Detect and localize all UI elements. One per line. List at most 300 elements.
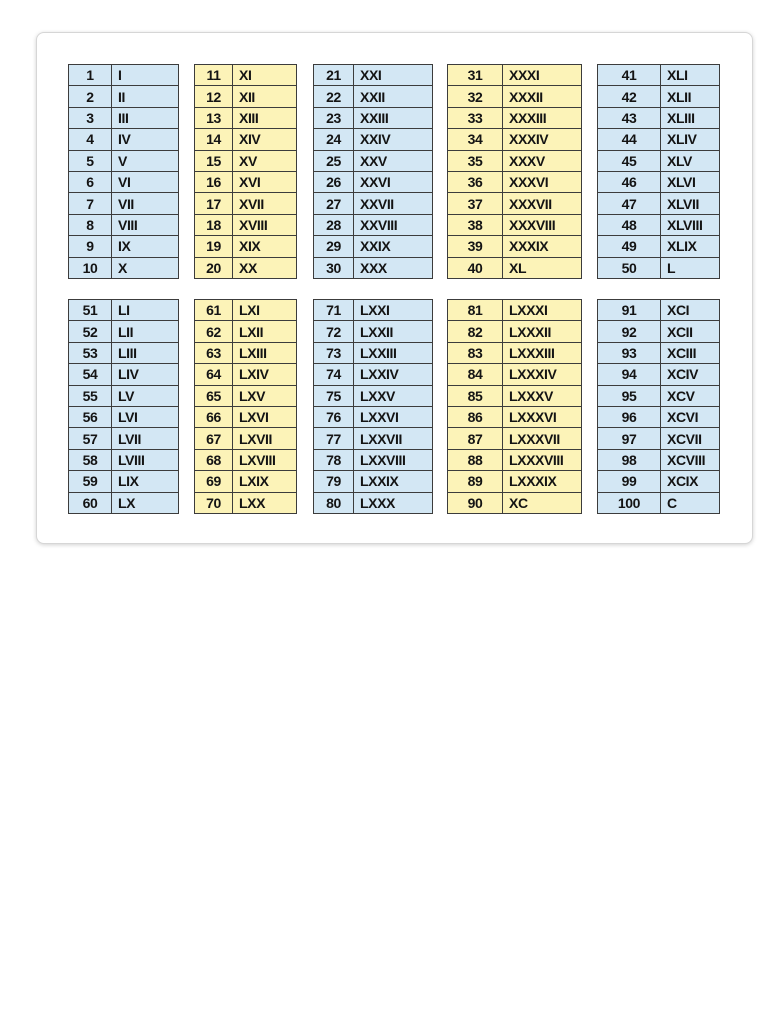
- arabic-number-cell: 88: [448, 449, 503, 470]
- roman-numeral-cell: XX: [233, 257, 297, 278]
- arabic-number-cell: 6: [69, 171, 112, 192]
- roman-numeral-cell: II: [112, 86, 179, 107]
- roman-numeral-cell: VIII: [112, 214, 179, 235]
- roman-numeral-cell: XXVII: [354, 193, 433, 214]
- roman-numeral-cell: XLVI: [661, 171, 720, 192]
- arabic-number-cell: 23: [314, 107, 354, 128]
- arabic-number-cell: 42: [598, 86, 661, 107]
- table-row: [314, 342, 433, 363]
- table-row: [314, 129, 433, 150]
- table-row: [69, 471, 179, 492]
- arabic-number-cell: 38: [448, 214, 503, 235]
- roman-numeral-cell: XXXII: [503, 86, 582, 107]
- table-row: [69, 150, 179, 171]
- table-row: [195, 193, 297, 214]
- arabic-number-cell: 5: [69, 150, 112, 171]
- roman-numeral-cell: IX: [112, 236, 179, 257]
- roman-numeral-cell: IV: [112, 129, 179, 150]
- table-row: [69, 257, 179, 278]
- arabic-number-cell: 52: [69, 321, 112, 342]
- arabic-number-cell: 85: [448, 385, 503, 406]
- arabic-number-cell: 75: [314, 385, 354, 406]
- numeral-table-71-80: [313, 299, 433, 514]
- table-row: [598, 406, 720, 427]
- table-row: [314, 150, 433, 171]
- table-row: [314, 428, 433, 449]
- roman-numeral-cell: LVI: [112, 406, 179, 427]
- table-row: [69, 321, 179, 342]
- table-row: [195, 492, 297, 513]
- roman-numeral-cell: XVI: [233, 171, 297, 192]
- arabic-number-cell: 59: [69, 471, 112, 492]
- table-row: [598, 236, 720, 257]
- table-row: [598, 193, 720, 214]
- table-row: [598, 449, 720, 470]
- arabic-number-cell: 47: [598, 193, 661, 214]
- table-row: [195, 150, 297, 171]
- table-row: [314, 406, 433, 427]
- table-row: [448, 171, 582, 192]
- table-row: [69, 406, 179, 427]
- table-row: [195, 214, 297, 235]
- table-row: [598, 428, 720, 449]
- roman-numeral-cell: LXXVII: [354, 428, 433, 449]
- roman-numeral-cell: LXXXV: [503, 385, 582, 406]
- roman-numeral-cell: LXXIV: [354, 364, 433, 385]
- table-row: [69, 300, 179, 321]
- roman-numeral-cell: XVIII: [233, 214, 297, 235]
- table-row: [195, 129, 297, 150]
- table-row: [69, 449, 179, 470]
- arabic-number-cell: 24: [314, 129, 354, 150]
- roman-numeral-cell: LXXVIII: [354, 449, 433, 470]
- roman-numeral-cell: LIII: [112, 342, 179, 363]
- roman-numeral-cell: XXII: [354, 86, 433, 107]
- roman-numeral-cell: LVIII: [112, 449, 179, 470]
- table-row: [448, 385, 582, 406]
- numeral-table-91-100: [597, 299, 720, 514]
- arabic-number-cell: 97: [598, 428, 661, 449]
- table-row: [448, 406, 582, 427]
- arabic-number-cell: 90: [448, 492, 503, 513]
- arabic-number-cell: 15: [195, 150, 233, 171]
- arabic-number-cell: 40: [448, 257, 503, 278]
- arabic-number-cell: 22: [314, 86, 354, 107]
- roman-numeral-cell: XLII: [661, 86, 720, 107]
- table-row: [448, 342, 582, 363]
- table-row: [69, 86, 179, 107]
- table-row: [598, 171, 720, 192]
- arabic-number-cell: 55: [69, 385, 112, 406]
- arabic-number-cell: 81: [448, 300, 503, 321]
- roman-numeral-cell: XXXVII: [503, 193, 582, 214]
- roman-numeral-cell: XXXIV: [503, 129, 582, 150]
- roman-numeral-cell: XXXVI: [503, 171, 582, 192]
- roman-numeral-cell: XL: [503, 257, 582, 278]
- arabic-number-cell: 12: [195, 86, 233, 107]
- arabic-number-cell: 73: [314, 342, 354, 363]
- numeral-table-41-50: [597, 64, 720, 279]
- table-row: [598, 65, 720, 86]
- arabic-number-cell: 33: [448, 107, 503, 128]
- table-row: [195, 86, 297, 107]
- arabic-number-cell: 66: [195, 406, 233, 427]
- table-row: [598, 342, 720, 363]
- table-row: [448, 214, 582, 235]
- roman-numeral-cell: C: [661, 492, 720, 513]
- table-row: [195, 428, 297, 449]
- roman-numeral-cell: LXX: [233, 492, 297, 513]
- arabic-number-cell: 20: [195, 257, 233, 278]
- table-row: [314, 214, 433, 235]
- roman-numeral-cell: LXXIX: [354, 471, 433, 492]
- arabic-number-cell: 64: [195, 364, 233, 385]
- roman-numeral-cell: XLV: [661, 150, 720, 171]
- roman-numeral-cell: LXXII: [354, 321, 433, 342]
- arabic-number-cell: 25: [314, 150, 354, 171]
- roman-numeral-cell: XXI: [354, 65, 433, 86]
- table-row: [195, 107, 297, 128]
- roman-numeral-cell: III: [112, 107, 179, 128]
- arabic-number-cell: 53: [69, 342, 112, 363]
- arabic-number-cell: 63: [195, 342, 233, 363]
- numeral-table-1-10: [68, 64, 179, 279]
- arabic-number-cell: 17: [195, 193, 233, 214]
- roman-numeral-cell: LXXXVI: [503, 406, 582, 427]
- roman-numeral-cell: LI: [112, 300, 179, 321]
- roman-numeral-cell: XXVIII: [354, 214, 433, 235]
- table-row: [69, 342, 179, 363]
- table-row: [448, 471, 582, 492]
- arabic-number-cell: 78: [314, 449, 354, 470]
- roman-numeral-cell: XV: [233, 150, 297, 171]
- table-row: [448, 107, 582, 128]
- arabic-number-cell: 30: [314, 257, 354, 278]
- roman-numeral-cell: XXVI: [354, 171, 433, 192]
- arabic-number-cell: 39: [448, 236, 503, 257]
- table-row: [314, 65, 433, 86]
- arabic-number-cell: 28: [314, 214, 354, 235]
- arabic-number-cell: 9: [69, 236, 112, 257]
- arabic-number-cell: 76: [314, 406, 354, 427]
- roman-numeral-cell: L: [661, 257, 720, 278]
- numeral-table-31-40: [447, 64, 582, 279]
- arabic-number-cell: 58: [69, 449, 112, 470]
- arabic-number-cell: 51: [69, 300, 112, 321]
- roman-numeral-cell: LXXXIV: [503, 364, 582, 385]
- arabic-number-cell: 83: [448, 342, 503, 363]
- roman-numeral-cell: LIX: [112, 471, 179, 492]
- table-row: [195, 257, 297, 278]
- numeral-chart-card: [36, 32, 753, 544]
- arabic-number-cell: 45: [598, 150, 661, 171]
- arabic-number-cell: 93: [598, 342, 661, 363]
- arabic-number-cell: 1: [69, 65, 112, 86]
- roman-numeral-cell: XXX: [354, 257, 433, 278]
- arabic-number-cell: 41: [598, 65, 661, 86]
- roman-numeral-cell: XXIV: [354, 129, 433, 150]
- arabic-number-cell: 67: [195, 428, 233, 449]
- arabic-number-cell: 10: [69, 257, 112, 278]
- arabic-number-cell: 89: [448, 471, 503, 492]
- roman-numeral-cell: XLI: [661, 65, 720, 86]
- table-row: [598, 257, 720, 278]
- roman-numeral-cell: X: [112, 257, 179, 278]
- arabic-number-cell: 80: [314, 492, 354, 513]
- table-row: [448, 86, 582, 107]
- table-row: [598, 300, 720, 321]
- numeral-table-61-70: [194, 299, 297, 514]
- roman-numeral-cell: LXXXI: [503, 300, 582, 321]
- roman-numeral-cell: XLIX: [661, 236, 720, 257]
- roman-numeral-cell: LXXXII: [503, 321, 582, 342]
- roman-numeral-cell: LXII: [233, 321, 297, 342]
- roman-numeral-cell: XCVII: [661, 428, 720, 449]
- table-row: [69, 171, 179, 192]
- table-row: [598, 107, 720, 128]
- table-row: [69, 65, 179, 86]
- roman-numeral-cell: XLVIII: [661, 214, 720, 235]
- table-row: [69, 214, 179, 235]
- arabic-number-cell: 36: [448, 171, 503, 192]
- arabic-number-cell: 84: [448, 364, 503, 385]
- arabic-number-cell: 37: [448, 193, 503, 214]
- roman-numeral-cell: LXV: [233, 385, 297, 406]
- arabic-number-cell: 14: [195, 129, 233, 150]
- roman-numeral-cell: XCII: [661, 321, 720, 342]
- arabic-number-cell: 95: [598, 385, 661, 406]
- arabic-number-cell: 16: [195, 171, 233, 192]
- roman-numeral-cell: XCVI: [661, 406, 720, 427]
- table-row: [598, 471, 720, 492]
- arabic-number-cell: 92: [598, 321, 661, 342]
- arabic-number-cell: 99: [598, 471, 661, 492]
- roman-numeral-cell: LII: [112, 321, 179, 342]
- arabic-number-cell: 31: [448, 65, 503, 86]
- table-row: [195, 449, 297, 470]
- arabic-number-cell: 69: [195, 471, 233, 492]
- arabic-number-cell: 35: [448, 150, 503, 171]
- table-row: [195, 406, 297, 427]
- roman-numeral-cell: XCIV: [661, 364, 720, 385]
- roman-numeral-cell: XVII: [233, 193, 297, 214]
- roman-numeral-cell: XXXV: [503, 150, 582, 171]
- numeral-table-81-90: [447, 299, 582, 514]
- table-row: [598, 385, 720, 406]
- numeral-table-21-30: [313, 64, 433, 279]
- table-row: [598, 86, 720, 107]
- roman-numeral-cell: XI: [233, 65, 297, 86]
- roman-numeral-cell: XXXIX: [503, 236, 582, 257]
- roman-numeral-cell: LXVI: [233, 406, 297, 427]
- roman-numeral-cell: XLVII: [661, 193, 720, 214]
- roman-numeral-cell: XIII: [233, 107, 297, 128]
- arabic-number-cell: 72: [314, 321, 354, 342]
- arabic-number-cell: 87: [448, 428, 503, 449]
- table-row: [314, 385, 433, 406]
- roman-numeral-cell: XLIII: [661, 107, 720, 128]
- table-row: [314, 236, 433, 257]
- roman-numeral-cell: XIV: [233, 129, 297, 150]
- roman-numeral-cell: LXXIII: [354, 342, 433, 363]
- table-row: [598, 492, 720, 513]
- table-row: [314, 471, 433, 492]
- arabic-number-cell: 26: [314, 171, 354, 192]
- arabic-number-cell: 3: [69, 107, 112, 128]
- roman-numeral-cell: LXXV: [354, 385, 433, 406]
- arabic-number-cell: 43: [598, 107, 661, 128]
- roman-numeral-cell: VII: [112, 193, 179, 214]
- arabic-number-cell: 13: [195, 107, 233, 128]
- table-row: [69, 492, 179, 513]
- arabic-number-cell: 56: [69, 406, 112, 427]
- roman-numeral-cell: XII: [233, 86, 297, 107]
- roman-numeral-cell: XCI: [661, 300, 720, 321]
- table-row: [314, 257, 433, 278]
- table-row: [598, 129, 720, 150]
- table-row: [448, 300, 582, 321]
- table-row: [69, 364, 179, 385]
- table-row: [69, 428, 179, 449]
- roman-numeral-cell: XXV: [354, 150, 433, 171]
- arabic-number-cell: 8: [69, 214, 112, 235]
- arabic-number-cell: 74: [314, 364, 354, 385]
- table-row: [195, 300, 297, 321]
- roman-numeral-cell: LXI: [233, 300, 297, 321]
- table-row: [448, 236, 582, 257]
- arabic-number-cell: 91: [598, 300, 661, 321]
- roman-numeral-cell: XXIII: [354, 107, 433, 128]
- arabic-number-cell: 34: [448, 129, 503, 150]
- arabic-number-cell: 61: [195, 300, 233, 321]
- table-row: [195, 236, 297, 257]
- table-row: [69, 385, 179, 406]
- table-row: [69, 129, 179, 150]
- table-row: [448, 364, 582, 385]
- arabic-number-cell: 65: [195, 385, 233, 406]
- table-row: [314, 449, 433, 470]
- arabic-number-cell: 98: [598, 449, 661, 470]
- table-row: [598, 364, 720, 385]
- table-row: [314, 300, 433, 321]
- arabic-number-cell: 32: [448, 86, 503, 107]
- roman-numeral-cell: LIV: [112, 364, 179, 385]
- table-row: [195, 171, 297, 192]
- arabic-number-cell: 27: [314, 193, 354, 214]
- table-row: [314, 193, 433, 214]
- arabic-number-cell: 70: [195, 492, 233, 513]
- table-row: [69, 193, 179, 214]
- roman-numeral-cell: LXXXIII: [503, 342, 582, 363]
- arabic-number-cell: 94: [598, 364, 661, 385]
- arabic-number-cell: 79: [314, 471, 354, 492]
- arabic-number-cell: 46: [598, 171, 661, 192]
- roman-numeral-cell: LXIV: [233, 364, 297, 385]
- table-row: [314, 171, 433, 192]
- table-row: [448, 193, 582, 214]
- roman-numeral-cell: LXIX: [233, 471, 297, 492]
- arabic-number-cell: 60: [69, 492, 112, 513]
- table-row: [195, 342, 297, 363]
- table-row: [195, 471, 297, 492]
- arabic-number-cell: 54: [69, 364, 112, 385]
- table-row: [448, 65, 582, 86]
- roman-numeral-cell: LV: [112, 385, 179, 406]
- arabic-number-cell: 21: [314, 65, 354, 86]
- arabic-number-cell: 48: [598, 214, 661, 235]
- arabic-number-cell: 100: [598, 492, 661, 513]
- roman-numeral-cell: XC: [503, 492, 582, 513]
- table-row: [195, 321, 297, 342]
- numeral-table-11-20: [194, 64, 297, 279]
- table-row: [598, 214, 720, 235]
- table-row: [195, 65, 297, 86]
- roman-numeral-cell: XXXVIII: [503, 214, 582, 235]
- table-row: [598, 321, 720, 342]
- table-row: [314, 107, 433, 128]
- table-row: [314, 492, 433, 513]
- roman-numeral-cell: LXXXVII: [503, 428, 582, 449]
- arabic-number-cell: 29: [314, 236, 354, 257]
- table-row: [448, 449, 582, 470]
- roman-numeral-cell: XIX: [233, 236, 297, 257]
- roman-numeral-cell: XCVIII: [661, 449, 720, 470]
- roman-numeral-cell: LXXXIX: [503, 471, 582, 492]
- arabic-number-cell: 7: [69, 193, 112, 214]
- roman-numeral-cell: LXXVI: [354, 406, 433, 427]
- arabic-number-cell: 57: [69, 428, 112, 449]
- arabic-number-cell: 71: [314, 300, 354, 321]
- roman-numeral-cell: LVII: [112, 428, 179, 449]
- roman-numeral-cell: V: [112, 150, 179, 171]
- arabic-number-cell: 2: [69, 86, 112, 107]
- table-row: [69, 236, 179, 257]
- table-row: [598, 150, 720, 171]
- arabic-number-cell: 18: [195, 214, 233, 235]
- table-row: [314, 321, 433, 342]
- arabic-number-cell: 44: [598, 129, 661, 150]
- table-row: [448, 321, 582, 342]
- table-row: [448, 150, 582, 171]
- roman-numeral-cell: XCV: [661, 385, 720, 406]
- roman-numeral-cell: XLIV: [661, 129, 720, 150]
- arabic-number-cell: 96: [598, 406, 661, 427]
- table-row: [448, 129, 582, 150]
- table-row: [69, 107, 179, 128]
- table-row: [314, 86, 433, 107]
- roman-numeral-cell: LX: [112, 492, 179, 513]
- roman-numeral-cell: XCIX: [661, 471, 720, 492]
- arabic-number-cell: 4: [69, 129, 112, 150]
- arabic-number-cell: 86: [448, 406, 503, 427]
- roman-numeral-cell: XXIX: [354, 236, 433, 257]
- roman-numeral-cell: LXXX: [354, 492, 433, 513]
- table-row: [448, 492, 582, 513]
- arabic-number-cell: 77: [314, 428, 354, 449]
- arabic-number-cell: 82: [448, 321, 503, 342]
- table-row: [195, 385, 297, 406]
- arabic-number-cell: 50: [598, 257, 661, 278]
- arabic-number-cell: 11: [195, 65, 233, 86]
- roman-numeral-cell: VI: [112, 171, 179, 192]
- arabic-number-cell: 68: [195, 449, 233, 470]
- roman-numeral-cell: LXVIII: [233, 449, 297, 470]
- arabic-number-cell: 62: [195, 321, 233, 342]
- roman-numeral-cell: LXXXVIII: [503, 449, 582, 470]
- table-row: [195, 364, 297, 385]
- roman-numeral-cell: XXXI: [503, 65, 582, 86]
- arabic-number-cell: 49: [598, 236, 661, 257]
